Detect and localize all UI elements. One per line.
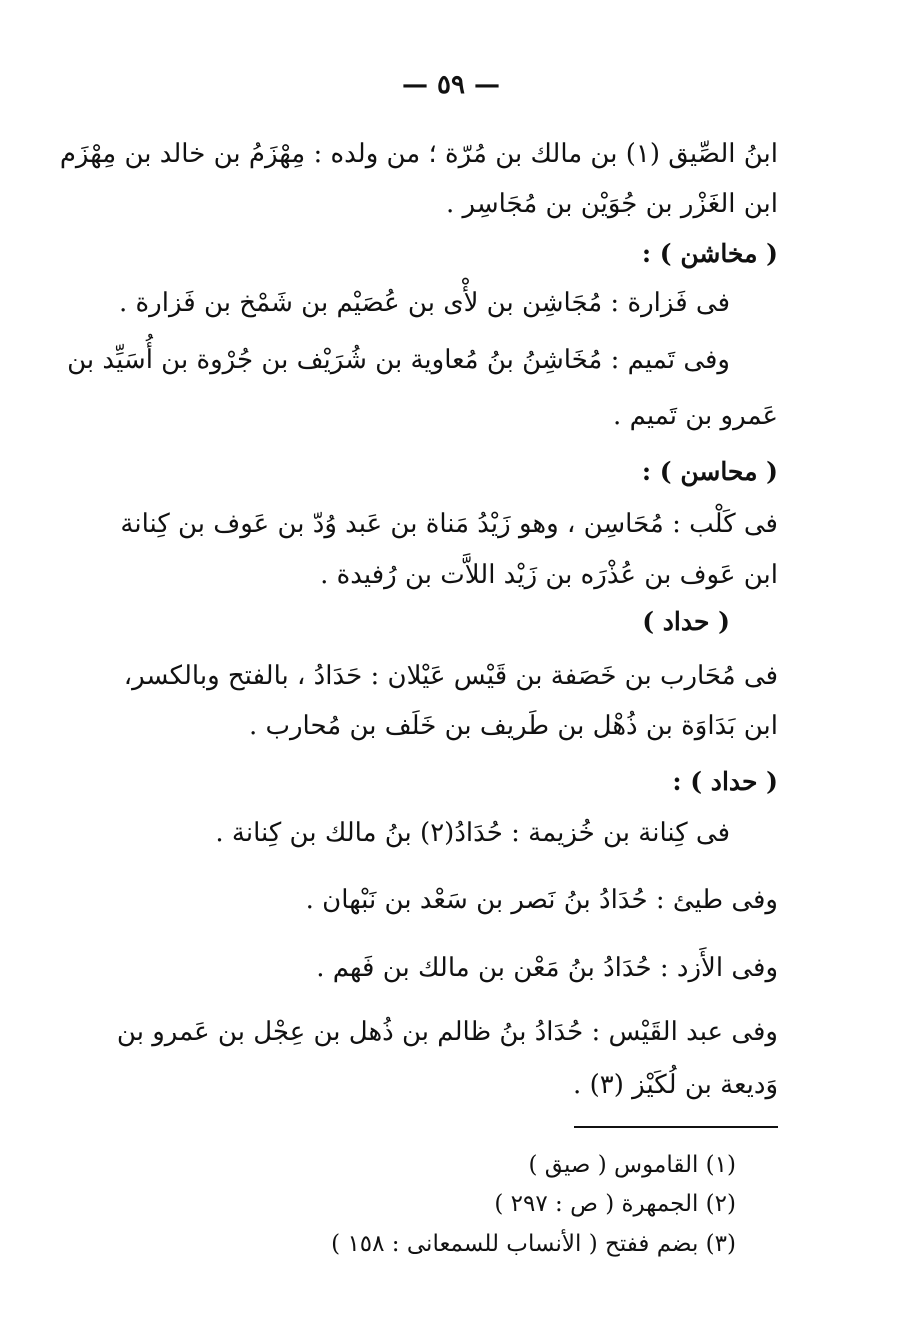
section-heading: ( حداد ) xyxy=(642,607,730,636)
text-line: ابنُ الصِّيق (١) بن مالك بن مُرّة ؛ من ولده : مِهْزَمُ بن خالد بن مِهْزَم xyxy=(59,139,778,169)
footnote: (٢) الجمهرة ( ص : ٢٩٧ ) xyxy=(494,1191,736,1217)
footnote: (١) القاموس ( صيق ) xyxy=(528,1152,736,1178)
text-line: فى فَزارة : مُجَاشِن بن لأْى بن عُصَيْم بن شَمْخ بن فَزارة . xyxy=(119,288,730,318)
footnote-divider xyxy=(574,1126,778,1128)
footnote: (٣) بضم ففتح ( الأنساب للسمعانى : ١٥٨ ) xyxy=(331,1231,736,1257)
section-heading: ( محاسن ) : xyxy=(641,457,778,486)
text-line: وفى عبد القَيْس : حُدَادُ بنُ ظالم بن ذُهل بن عِجْل بن عَمرو بن xyxy=(116,1017,778,1047)
text-line: وفى الأَزد : حُدَادُ بنُ مَعْن بن مالك بن فَهم . xyxy=(316,953,778,983)
text-line: ابن الغَزْر بن جُوَيْن بن مُجَاسِر . xyxy=(445,189,778,219)
text-line: وفى طيئ : حُدَادُ بنُ نَصر بن سَعْد بن نَبْهان . xyxy=(305,885,778,915)
text-line: فى كِنانة بن خُزيمة : حُدَادُ(٢) بنُ مالك بن كِنانة . xyxy=(215,818,730,848)
text-line: وَديعة بن لُكَيْز (٣) . xyxy=(573,1070,778,1100)
section-heading: ( مخاشن ) : xyxy=(641,239,778,268)
text-line: ابن بَدَاوَة بن ذُهْل بن طَريف بن خَلَف بن مُحارب . xyxy=(249,711,778,741)
section-heading: ( حداد ) : xyxy=(672,767,778,796)
text-line: عَمرو بن تَميم . xyxy=(613,401,778,431)
text-line: فى مُحَارب بن خَصَفة بن قَيْس عَيْلان : حَدَادُ ، بالفتح وبالكسر، xyxy=(123,661,778,691)
text-line: وفى تَميم : مُخَاشِنُ بنُ مُعاوية بن شُرَيْف بن جُرْوة بن أُسَيِّد بن xyxy=(67,345,730,375)
text-line: فى كَلْب : مُحَاسِن ، وهو زَيْدُ مَناة بن عَبد وُدّ بن عَوف بن كِنانة xyxy=(120,509,778,539)
text-line: ابن عَوف بن عُذْرَه بن زَيْد اللاَّت بن رُفيدة . xyxy=(320,560,778,590)
page-number: — ٥٩ — xyxy=(401,70,501,100)
